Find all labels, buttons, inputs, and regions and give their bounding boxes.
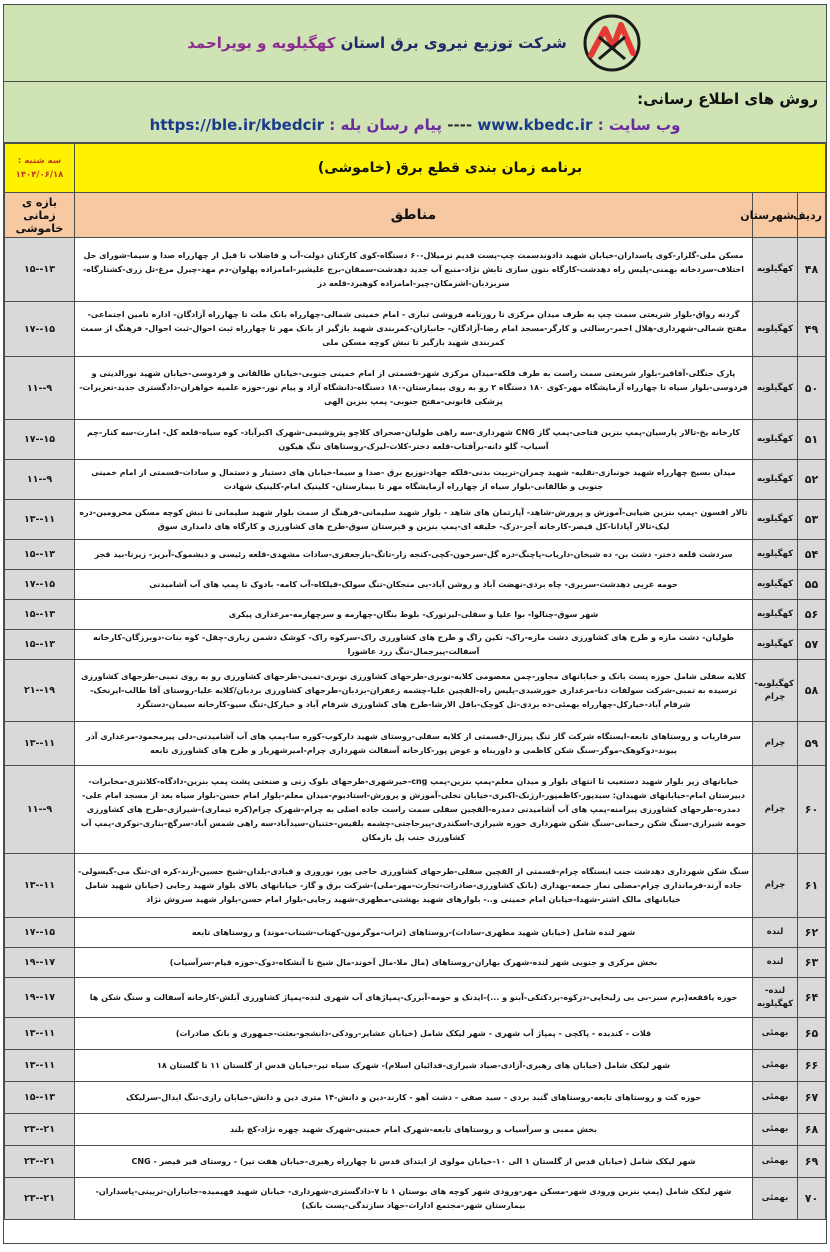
row-city: بهمئی xyxy=(753,1178,798,1220)
row-areas: شهر لیکک شامل (خیابان های رهبری-آزادی-صیاد شیرازی-فدائیان اسلام)- شهرک سیاه تیر-خیابان قدس از گلستان ۱۱ تا گلستان ۱۸ xyxy=(75,1050,753,1082)
row-index: ۵۹ xyxy=(798,722,826,766)
row-areas: بخش ممبی و سرآسیاب و روستاهای تابعه-شهرک امام خمینی-شهرک شهید چهره نژاد-کچ بلند xyxy=(75,1114,753,1146)
row-areas: حوزه یاققعه(برم سبز-بی بی زلیخایی-دزکوه-بردکتکی-آبنو و ...)-ایدنک و حومه-آبزرک-پمپاژهای آب شهری لنده-پمپاژ کشاورزی آبلش-کارخانه آسفالت و سنگ شکن ها xyxy=(75,978,753,1018)
row-city: بهمئی xyxy=(753,1018,798,1050)
row-index: ۵۸ xyxy=(798,660,826,722)
row-areas: سنگ شکن شهرداری دهدشت جنب ایستگاه چرام-قسمتی از القچین سفلی-طرحهای کشاورزی حاجی پور، نوروزی و قبادی-بلدان-شیخ حسین-آرند-کره ای-تنگ می-گیسولی-جاده آرند-فرمانداری چرام-مصلی نماز جمعه-بهداری (بانک کشاورزی-صادرات-تجارت-مهر-ملی)-شرکت برق و گاز- خیابانهای بالای بلوار شهید رجایی (خیابان شهید شامل خیابانهای مالک اشتر-شهدا-خیابان امام خمینی و..- بلوارهای شهید بهشتی-مطهری-شهید رجایی-بلوار امام حسن-بلوار شهید سروش نژاد xyxy=(75,854,753,918)
row-time: ۱۵--۱۳ xyxy=(5,1082,75,1114)
table-row xyxy=(5,1114,826,1146)
row-index: ۴۸ xyxy=(798,238,826,302)
row-city: کهگیلویه xyxy=(753,630,798,660)
table-row xyxy=(5,660,826,722)
row-index: ۵۵ xyxy=(798,570,826,600)
row-city: لنده xyxy=(753,918,798,948)
row-time: ۱۵--۱۳ xyxy=(5,238,75,302)
row-index: ۶۸ xyxy=(798,1114,826,1146)
row-areas: بخش مرکزی و جنوبی شهر لنده-شهرک بهاران-روستاهای (مال ملا-مال آخوند-مال شیخ تا آتشکاه-دوک-حوزه قیام-سرآسیاب) xyxy=(75,948,753,978)
row-areas: تالار افسون -پمپ بنزین ضیایی-آموزش و پرورش-شاهد- آپارتمان های شاهد - بلوار شهید سلیمانی-فرهنگ از سمت بلوار شهید سلیمانی تا نبش کوچه مسکن محرومین-دره لیک-تالار آپادانا-کل قیصر-کارخانه آجر-دزک- خلیفه ای-پمپ بنزین و قبرستان سوق-طرح های کشاورزی و کارگاه های دامداری سوق xyxy=(75,500,753,540)
row-areas: حومه غربی دهدشت-سربری- چاه بردی-نهضت آباد و روشن آباد-بی منجکان-تنگ سولک-قیلکاه-آب کامه- بادوک تا پمپ های آب آشامیدنی xyxy=(75,570,753,600)
row-areas: کارخانه یخ-تالار پارسیان-پمپ بنزین فتاحی-پمپ گاز CNG شهرداری-سه راهی طولیان-صحرای کلاچو پتروشیمی-شهرک اکبرآباد- کوه سیاه-قلعه کل- امارت-سه کنار-چم آسیاب- گلو دانه-برآفتاب-قلعه دختر-کلات-لیرک-روستاهای تنگ هیکون xyxy=(75,420,753,460)
row-areas: طولیان- دشت مازه و طرح های کشاورزی دشت مازه-راک- تکین راگ و طرح های کشاورزی راک-سرکوه راک- کوشک دشمن زیاری-چقل- کوه بنات-دوبرزگان-کارخانه آسفالت-پیرجمال-تنگ زرد عاشورا xyxy=(75,630,753,660)
row-city: چرام xyxy=(753,722,798,766)
row-time: ۱۹--۱۷ xyxy=(5,978,75,1018)
row-index: ۶۶ xyxy=(798,1050,826,1082)
row-index: ۵۱ xyxy=(798,420,826,460)
table-row xyxy=(5,500,826,540)
app-link[interactable]: https://ble.ir/kbedcir xyxy=(149,116,325,134)
row-time: ۲۳--۲۱ xyxy=(5,1114,75,1146)
table-row xyxy=(5,1018,826,1050)
row-time: ۱۳--۱۱ xyxy=(5,1018,75,1050)
row-areas: سردشت قلعه دختر- دشت بن- ده شیخان-داریاب-پاچنگ-دره گل-سرخون-کچی-کنجه زار-تاتگ-بازجعفری-سادات مشهدی-قلعه رئیسی و دیشموک-آبریز- زیرنا-بید قجر xyxy=(75,540,753,570)
row-time: ۲۳--۲۱ xyxy=(5,1146,75,1178)
row-areas: کلایه سفلی شامل حوزه پست بانک و خیابانهای مجاور-چمن معصومی کلایه-نوبری-طرحهای کشاورزی نوبری-تمبی-طرحهای کشاورزی رو به روی تمبی-طرحهای کشاورزی ترسیده به تمبی-شرکت سولفات دنا-مرغداری خورشیدی-پلیس راه-القچین علیا-چشمه زعفران-بردبان-طرحهای کشاورزی بردبان/کلایه علیا-روستای آقا طالب-ایرنخک-شرفام آباد-خیارکل-چهارراه بهمئی-ده بردی-تل کوچک-بافل الارشا-طرح های کشاورزی شرفام آباد و خیارکل-تنگ سیو-کارخانه سیمان-دستگرد xyxy=(75,660,753,722)
row-city: کهگیلویه xyxy=(753,460,798,500)
website-link[interactable]: www.kbedc.ir xyxy=(477,116,593,134)
row-city: چرام xyxy=(753,766,798,854)
row-city: کهگیلویه xyxy=(753,302,798,357)
row-city: بهمئی xyxy=(753,1050,798,1082)
row-city: کهگیلویه-چرام xyxy=(753,660,798,722)
row-time: ۱۳--۱۱ xyxy=(5,500,75,540)
row-time: ۱۷--۱۵ xyxy=(5,570,75,600)
table-row xyxy=(5,722,826,766)
row-time: ۱۳--۱۱ xyxy=(5,1050,75,1082)
row-city: کهگیلویه xyxy=(753,238,798,302)
row-areas: سرقاریاب و روستاهای تابعه-ایستگاه شرکت گاز تنگ پیرزال-قسمتی از کلایه سفلی-روستای شهید دارکوب-کوره سا-پمپ های آب آشامیدنی-دلی پیرمحمود-مرغداری آذر پیوند-دوکوهک-موگر-سنگ شکن کاظمی و داوریناه و عوض پور-کارخانه آسفالت شهرداری چرام-امیرشهریار و طرح های کشاورزی تابعه xyxy=(75,722,753,766)
table-row xyxy=(5,460,826,500)
row-index: ۶۱ xyxy=(798,854,826,918)
row-city: کهگیلویه xyxy=(753,570,798,600)
row-areas: مسکن ملی-گلزار-کوی پاسداران-خیابان شهید دادوندسمت چپ-پست قدیم نرمیلال-۶۰ دستگاه-کوی کارکنان دولت-آب و فاضلاب تا قبل از چهارراه صدا و سیما-شورای حل اختلاف-سردخانه بهمنی-پلیس راه دهدشت-کارگاه بتون سازی تابش نژاد-منبع آب جدید دهدشت-سمقان-برج علیشیر-امامزاده پهلوان-دم مهد-چیرل مرغ-تل زری-کشتارگاه-سربردبان-اشرمکان-چیر-امامزاده کوهبرد-قلعه دز xyxy=(75,238,753,302)
table-row xyxy=(5,1050,826,1082)
plan-title: برنامه زمان بندی قطع برق (خاموشی) xyxy=(75,144,826,193)
table-row xyxy=(5,420,826,460)
row-index: ۷۰ xyxy=(798,1178,826,1220)
table-row xyxy=(5,978,826,1018)
table-row xyxy=(5,630,826,660)
row-index: ۵۲ xyxy=(798,460,826,500)
row-time: ۲۱--۱۹ xyxy=(5,660,75,722)
row-city: کهگیلویه xyxy=(753,600,798,630)
row-areas: حوزه کت و روستاهای تابعه-روستاهای گنبد بردی - سید صفی - دشت آهو - کارند-دین و دانش-۱۴ متری دین و دانش-خیابان رازی-تنگ ابدال-سرلیکک xyxy=(75,1082,753,1114)
plan-date-value: ۱۴۰۴/۰۶/۱۸ xyxy=(15,170,64,180)
info-links xyxy=(4,116,826,134)
row-index: ۶۴ xyxy=(798,978,826,1018)
row-index: ۶۵ xyxy=(798,1018,826,1050)
row-areas: گردنه رواق-بلوار شریعتی سمت چپ به طرف میدان مرکزی تا روزنامه فروشی تباری - امام خمینی شمالی-چهارراه بانک ملت تا چهارراه آزادگان- اداره تامین اجتماعی-مفتح شمالی-شهرداری-هلال احمر-رسالتی و کارگر-مسجد امام رضا-آزادگان- جانبازان-کمربندی شهید بازگیر از بانک مهر تا چهارراه ثبت احوال-ثبت احوال- فرهنگ از سمت کمربندی شهید بازگیر تا نبش کوچه مسکن ملی xyxy=(75,302,753,357)
row-index: ۶۲ xyxy=(798,918,826,948)
row-index: ۶۰ xyxy=(798,766,826,854)
row-time: ۱۱--۹ xyxy=(5,766,75,854)
info-header xyxy=(4,82,826,143)
website-label: وب سایت : xyxy=(597,116,681,134)
table-row xyxy=(5,854,826,918)
row-areas: قلات - کندیده - پاکچی - پمپاژ آب شهری - شهر لیکک شامل (خیابان عشایر-رودکی-دانشجو-بعثت-جمهوری و بانک صادرات) xyxy=(75,1018,753,1050)
row-time: ۱۵--۱۳ xyxy=(5,600,75,630)
row-areas: پارک جنگلی-آفاقیر-بلوار شریعتی سمت راست به طرف فلکه-میدان مرکزی شهر-قسمتی از امام خمینی جنوبی-خیابان طالقانی و فردوسی-خیابان شهید نورالدینی و فردوسی-بلوار سیاه تا چهارراه آزمایشگاه مهر-کوی ۱۸۰ دستگاه ۲ رو به روی بیمارستان-۱۸۰ دستگاه-دانشگاه آزاد و پیام نور-حوزه علمیه خواهران-دادگستری جدید-تعزیرات-پزشکی قانونی-مفتح جنوبی- پمپ بنزین الهی xyxy=(75,357,753,420)
row-city: کهگیلویه xyxy=(753,357,798,420)
table-row xyxy=(5,1146,826,1178)
table-row xyxy=(5,918,826,948)
plan-date xyxy=(5,144,75,193)
table-row xyxy=(5,238,826,302)
company-name xyxy=(187,34,567,52)
row-areas: میدان بسیج چهارراه شهید خونبازی-نقلیه- شهید چمران-تربیت بدنی-فلکه جهاد-توزیع برق -صدا و سیما-خیابان های دستیار و دستمال و سادات-قسمتی از امام خمینی جنوبی و طالقانی-بلوار سیاه از چهارراه آزمایشگاه مهر تا بیمارستان- کلینیک امام-کلینیک شهادت xyxy=(75,460,753,500)
company-header xyxy=(4,5,826,82)
schedule-sheet xyxy=(3,4,827,1244)
power-company-logo-icon xyxy=(581,13,643,73)
row-areas: شهر لنده شامل (خیابان شهید مطهری-سادات)-روستاهای (تراب-موگرمون-کهناب-شیناب-موند) و روستاهای تابعه xyxy=(75,918,753,948)
table-row xyxy=(5,600,826,630)
row-areas: شهر لیکک شامل (خیابان قدس از گلستان ۱ الی ۱۰-خیابان مولوی از ابتدای قدس تا چهارراه رهبری-خیابان هفت تیر) - روستای قیر قیصر - CNG xyxy=(75,1146,753,1178)
table-row xyxy=(5,570,826,600)
table-row xyxy=(5,1178,826,1220)
row-index: ۶۷ xyxy=(798,1082,826,1114)
col-city-header: شهرستان xyxy=(753,193,798,238)
company-name-prefix: شرکت توزیع نیروی برق استان xyxy=(335,34,567,52)
row-index: ۶۹ xyxy=(798,1146,826,1178)
table-row xyxy=(5,357,826,420)
col-index-header: ردیف xyxy=(798,193,826,238)
company-province: کهگیلویه و بویراحمد xyxy=(187,34,336,52)
row-city: چرام xyxy=(753,854,798,918)
row-time: ۲۳--۲۱ xyxy=(5,1178,75,1220)
separator: ---- xyxy=(447,116,473,134)
row-index: ۵۳ xyxy=(798,500,826,540)
row-time: ۱۷--۱۵ xyxy=(5,420,75,460)
row-areas: خیابانهای زیر بلوار شهید دستغیب تا انتهای بلوار و میدان معلم-پمپ بنزین-پمپ cng-خیرشهری-طرحهای بلوک زنی و صنعتی پشت پمپ بنزین-دادگاه-کلانتری-مخابرات-دبیرستان امام-خیابانهای شهیدان: سیدپور-کاظمپور-ارژنک-اکبری-خیابان نخلی-آموزش و پرورش-استادیوم-میدان معلم-بلوار امام حسن-بلوار سیاه بعد از مسجد امام علی-دمدره-طرحهای کشاورزی پیرامنه-پمپ های آب آشامیدنی دمدره-القچین سفلی سمت راست جاده اصلی به چرام-شهرک چرام(کره تیماری)-شیرازی-طرح های کشاورزی حومه شیرازی-سنگ شکن رحمانی-سنگ شکن شهرداری حوزه شیرازی-اسکندری-پیرحاجتی-چشمه بلقیس-ختنیان-سیدآباد-سه راهی شمس آباد-سرگچ-بناری-نوکری-پمپ آب کشاورزی جنب پل بازمکان xyxy=(75,766,753,854)
row-areas: شهر سوق-چنالوا- بوا علیا و سفلی-لیرتورک- بلوط بنگان-چهارمه و سرچهارمه-مرغداری پیکری xyxy=(75,600,753,630)
table-row xyxy=(5,540,826,570)
row-time: ۱۹--۱۷ xyxy=(5,948,75,978)
row-city: لنده-کهگیلویه xyxy=(753,978,798,1018)
row-index: ۶۳ xyxy=(798,948,826,978)
app-label: پیام رسان بله : xyxy=(329,116,442,134)
row-city: کهگیلویه xyxy=(753,420,798,460)
plan-weekday: سه شنبه : xyxy=(17,156,62,166)
table-row xyxy=(5,948,826,978)
info-title: روش های اطلاع رسانی: xyxy=(637,90,818,108)
row-index: ۵۴ xyxy=(798,540,826,570)
table-row xyxy=(5,766,826,854)
row-index: ۴۹ xyxy=(798,302,826,357)
row-city: کهگیلویه xyxy=(753,540,798,570)
col-time-header: بازه ی زمانی خاموشی xyxy=(5,193,75,238)
row-index: ۵۰ xyxy=(798,357,826,420)
row-city: بهمئی xyxy=(753,1082,798,1114)
row-city: لنده xyxy=(753,948,798,978)
outage-table xyxy=(4,143,826,1220)
row-index: ۵۷ xyxy=(798,630,826,660)
column-header-row xyxy=(5,193,826,238)
row-index: ۵۶ xyxy=(798,600,826,630)
table-row xyxy=(5,1082,826,1114)
row-time: ۱۵--۱۳ xyxy=(5,630,75,660)
row-time: ۱۱--۹ xyxy=(5,357,75,420)
row-time: ۱۱--۹ xyxy=(5,460,75,500)
row-city: بهمئی xyxy=(753,1114,798,1146)
row-city: کهگیلویه xyxy=(753,500,798,540)
row-city: بهمئی xyxy=(753,1146,798,1178)
row-time: ۱۷--۱۵ xyxy=(5,302,75,357)
row-time: ۱۷--۱۵ xyxy=(5,918,75,948)
table-row xyxy=(5,302,826,357)
row-time: ۱۳--۱۱ xyxy=(5,854,75,918)
col-areas-header: مناطق xyxy=(75,193,753,238)
row-time: ۱۳--۱۱ xyxy=(5,722,75,766)
row-areas: شهر لیکک شامل (پمپ بنزین ورودی شهر-مسکن مهر-ورودی شهر کوچه های بوستان ۱ تا ۷-دادگستری-شهرداری- خیابان شهید فهیمیده-جانبازان-تربیتی-پاسداران-بیمارستان شهر-مجتمع ادارات-جهاد سازندگی-پست بانک) xyxy=(75,1178,753,1220)
row-time: ۱۵--۱۳ xyxy=(5,540,75,570)
plan-title-row xyxy=(5,144,826,193)
